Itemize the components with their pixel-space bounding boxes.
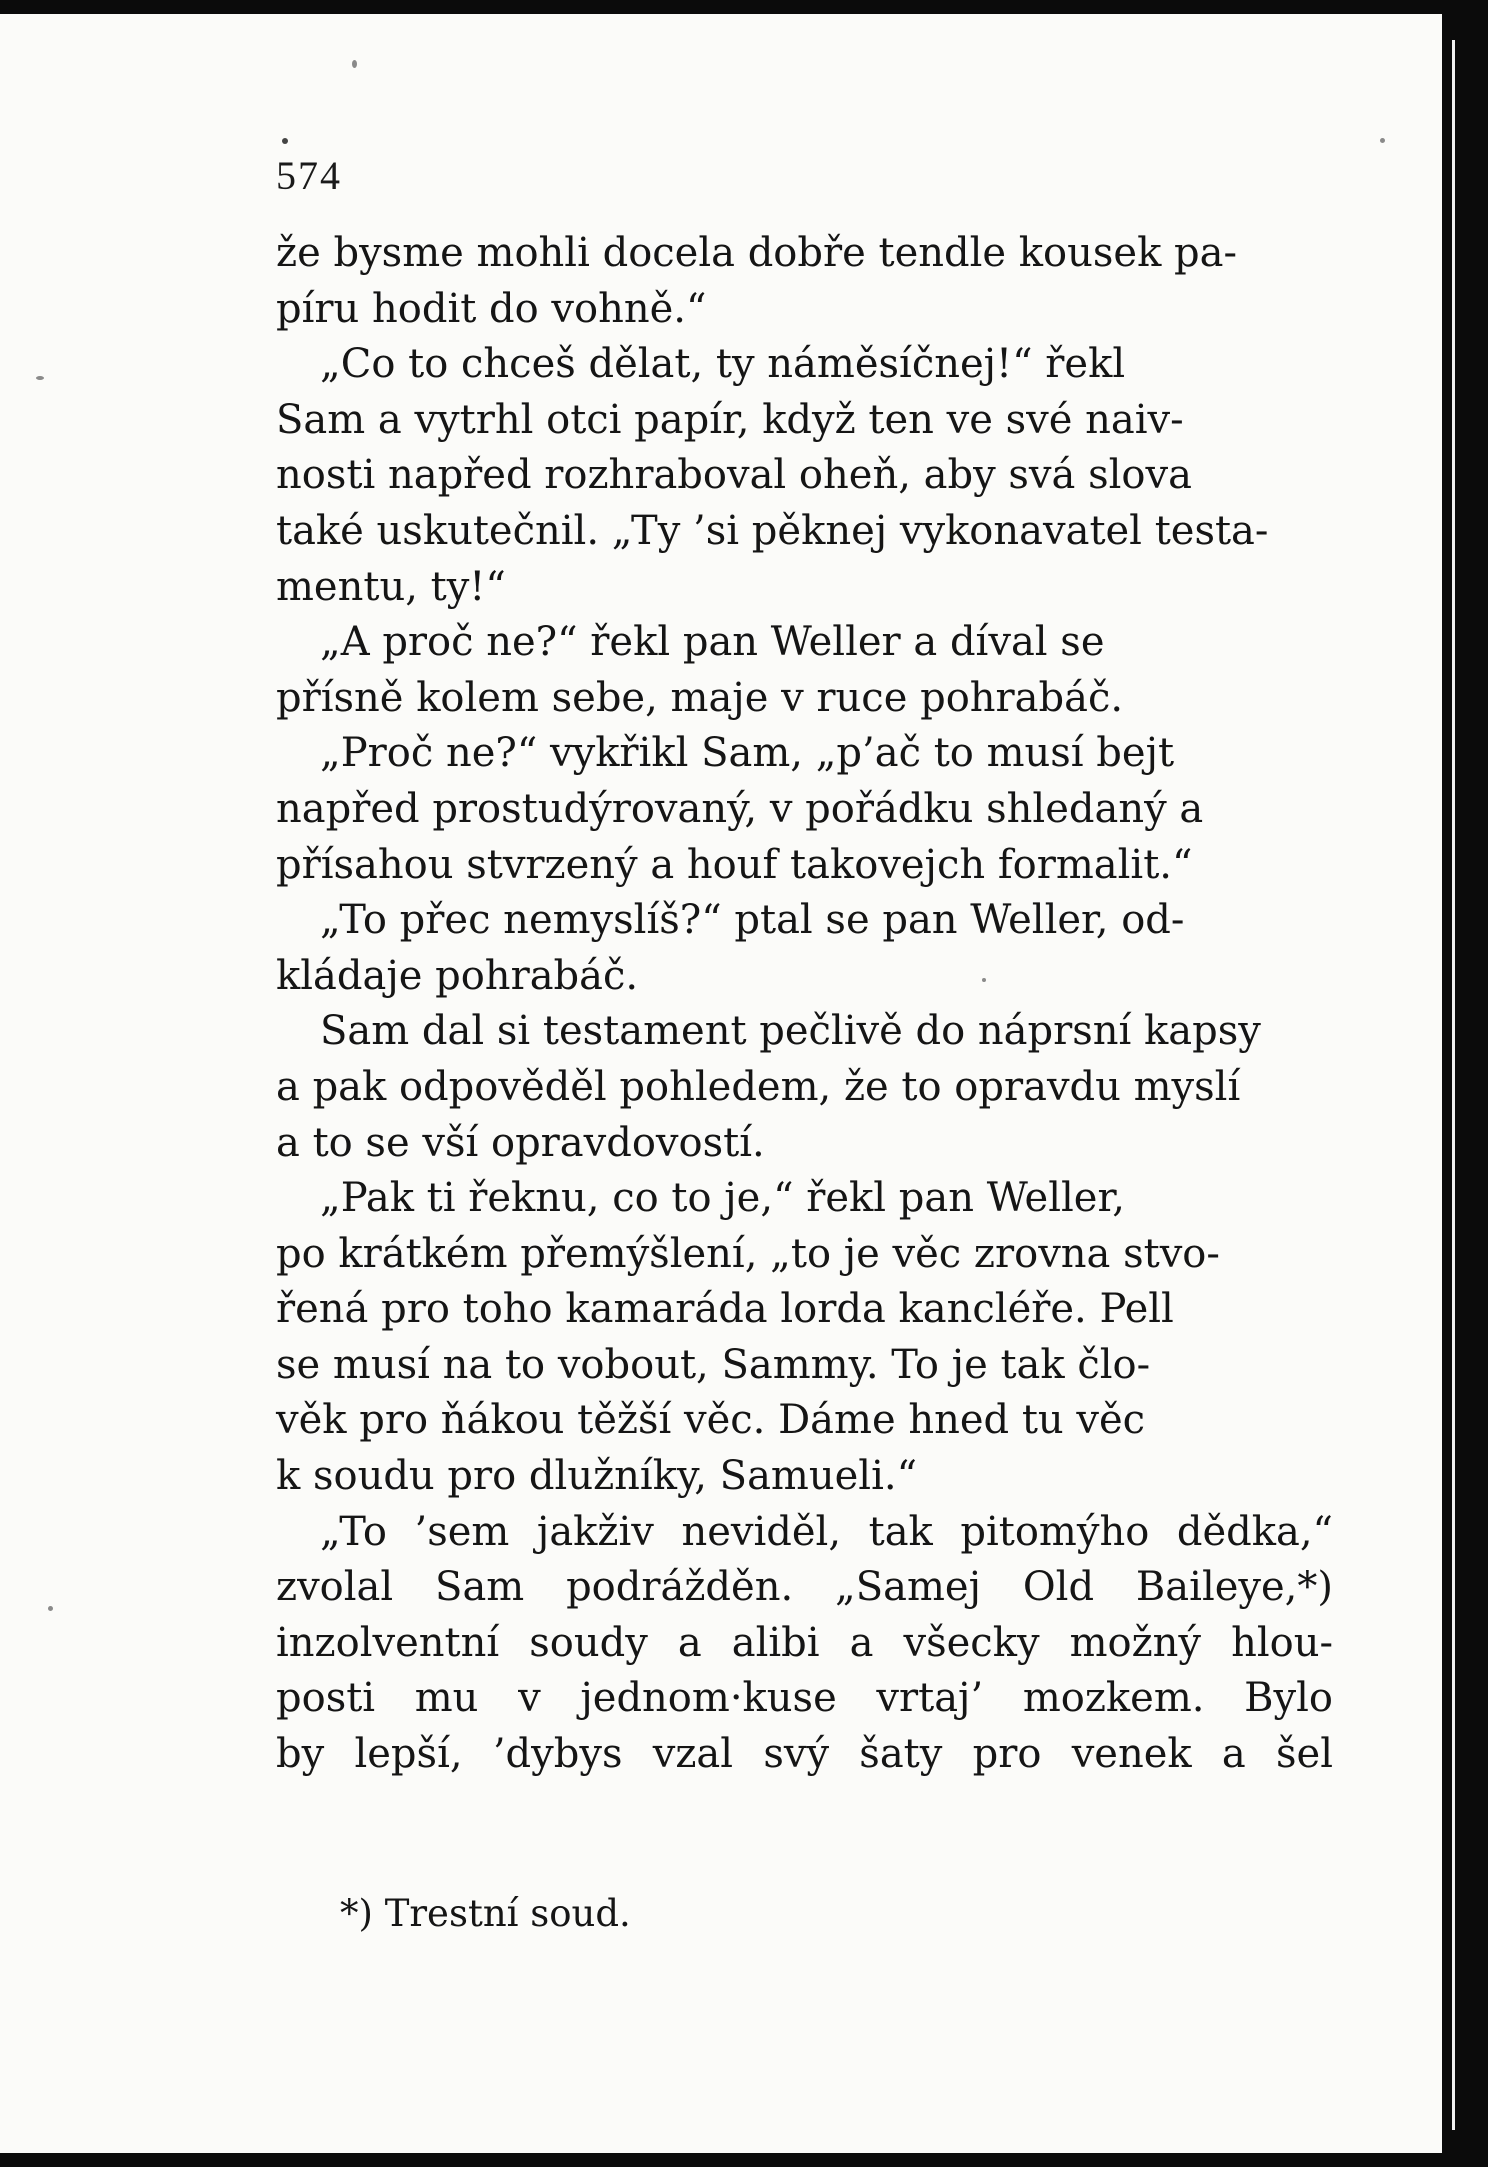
text-line: nosti napřed rozhraboval oheň, aby svá slova: [276, 452, 1192, 499]
scan-speck: [36, 376, 44, 380]
paragraph: [276, 1171, 1333, 1505]
text-line: zvolal Sam podrážděn. „Samej Old Baileye,*): [276, 1564, 1333, 1611]
paragraph: [276, 726, 1333, 893]
page-edge-line: [1452, 40, 1455, 2130]
paragraph: [276, 226, 1333, 337]
text-line: mentu, ty!“: [276, 563, 506, 610]
text-line: se musí na to vobout, Sammy. To je tak člo-: [276, 1341, 1151, 1388]
text-line: posti mu v jednom·kuse vrtaj’ mozkem. Bylo: [276, 1675, 1333, 1722]
scan-speck: [352, 60, 357, 68]
text-line: řená pro toho kamaráda lorda kancléře. Pell: [276, 1286, 1174, 1333]
scan-speck: [48, 1606, 53, 1611]
paragraph: [276, 1004, 1333, 1171]
text-line: přísně kolem sebe, maje v ruce pohrabáč.: [276, 674, 1124, 721]
text-line: přísahou stvrzený a houf takovejch formalit.“: [276, 841, 1193, 888]
text-line: také uskutečnil. „Ty ’si pěknej vykonavatel testa-: [276, 507, 1269, 554]
text-line: „To ’sem jakživ neviděl, tak pitomýho dědka,“: [320, 1508, 1333, 1555]
text-line: Sam a vytrhl otci papír, když ten ve své naiv-: [276, 396, 1184, 443]
text-line: věk pro ňákou těžší věc. Dáme hned tu věc: [276, 1397, 1146, 1444]
text-line: „Co to chceš dělat, ty náměsíčnej!“ řekl: [320, 341, 1126, 388]
text-line: že bysme mohli docela dobře tendle kousek pa-: [276, 230, 1237, 276]
scan-border-right: [1442, 0, 1488, 2167]
text-line: „A proč ne?“ řekl pan Weller a díval se: [320, 619, 1105, 666]
text-line: kládaje pohrabáč.: [276, 952, 639, 999]
text-line: po krátkém přemýšlení, „to je věc zrovna stvo-: [276, 1230, 1220, 1277]
text-line: k soudu pro dlužníky, Samueli.“: [276, 1453, 918, 1500]
scan-speck: [1380, 138, 1385, 143]
paragraph: [276, 1505, 1333, 1783]
page-number: 574: [276, 153, 342, 198]
text-line: napřed prostudýrovaný, v pořádku shledaný a: [276, 785, 1204, 832]
scan-speck: [282, 138, 288, 144]
text-line: inzolventní soudy a alibi a všecky možný hlou-: [276, 1619, 1333, 1666]
footnote: *) Trestní soud.: [340, 1892, 631, 1935]
text-line: „Proč ne?“ vykřikl Sam, „p’ač to musí bejt: [320, 730, 1175, 777]
paragraph: [276, 615, 1333, 726]
text-line: „Pak ti řeknu, co to je,“ řekl pan Weller,: [320, 1175, 1125, 1222]
text-line: píru hodit do vohně.“: [276, 285, 707, 332]
paragraph: [276, 893, 1333, 1004]
text-line: Sam dal si testament pečlivě do náprsní kapsy: [320, 1008, 1261, 1055]
body-text: [276, 226, 1333, 1783]
text-line: „To přec nemyslíš?“ ptal se pan Weller, od-: [320, 897, 1185, 944]
text-line: a pak odpověděl pohledem, že to opravdu myslí: [276, 1063, 1241, 1110]
paragraph: [276, 337, 1333, 615]
text-line: by lepší, ’dybys vzal svý šaty pro venek a šel: [276, 1731, 1333, 1778]
text-line: a to se vší opravdovostí.: [276, 1119, 765, 1166]
